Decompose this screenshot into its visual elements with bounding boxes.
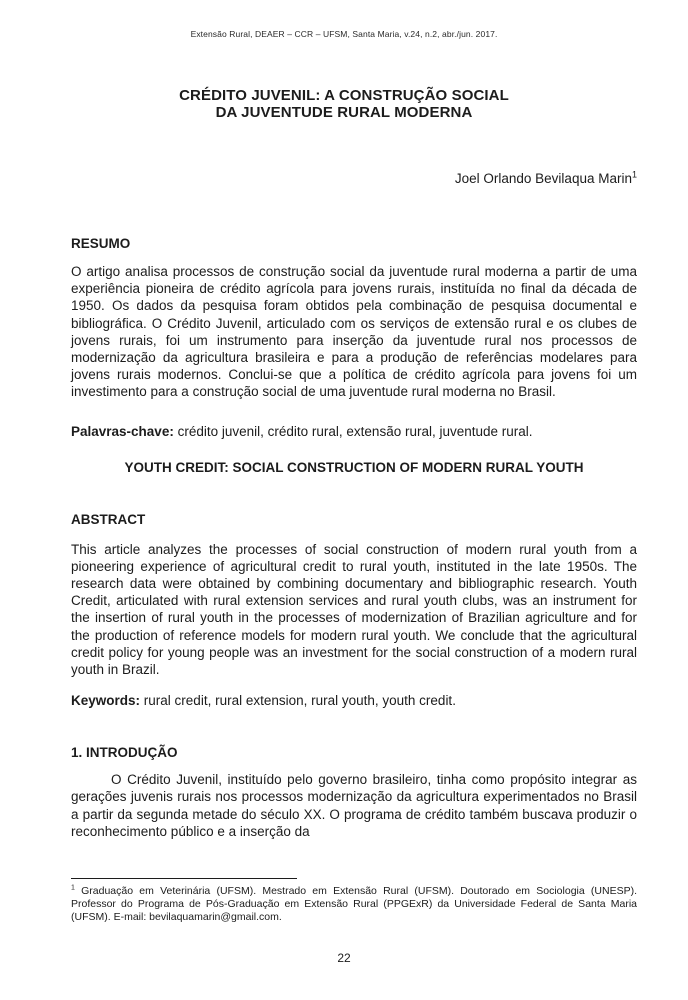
footnote-rule [71,878,297,879]
article-title-line1: CRÉDITO JUVENIL: A CONSTRUÇÃO SOCIAL [179,87,509,104]
footnote-text [71,885,637,924]
author-name: Joel Orlando Bevilaqua Marin [454,171,632,186]
footnote-block [71,878,637,924]
footnote-body: Graduação em Veterinária (UFSM). Mestrado em Extensão Rural (UFSM). Doutorado em Sociologia (UNESP). Professor do Programa de Pós-Graduação em Extensão Rural (PPGExR) da Universidade Federal de Santa Maria (UFSM). E-mail: bevilaquamarin@gmail.com. [71,885,637,923]
introducao-heading: 1. INTRODUÇÃO [71,745,178,761]
introducao-paragraph: O Crédito Juvenil, instituído pelo governo brasileiro, tinha como propósito integrar as gerações juvenis rurais nos processos modernização da agricultura experimentados no Brasil a partir da segunda metade do século XX. O programa de crédito também buscava produzir o reconhecimento público e a inserção da [71,772,637,839]
resumo-paragraph: O artigo analisa processos de construção social da juventude rural moderna a partir de uma experiência pioneira de crédito agrícola para jovens rurais, instituída no final da década de 1950. Os dados da pesquisa foram obtidos pela combinação de pesquisa documental e bibliográfica. O Crédito Juvenil, articulado com os serviços de extensão rural e os clubes de jovens rurais, foi um instrumento para inserção da juventude rural nos processos de modernização da agricultura brasileira e para a produção de referências modelares para jovens rurais modernos. Conclui-se que a política de crédito agrícola para jovens foi um investimento para a construção social de uma juventude rural moderna no Brasil. [71,264,637,400]
author-footnote-ref: 1 [631,169,637,180]
keywords-list: rural credit, rural extension, rural youth, youth credit. [143,693,456,709]
article-title-line2: DA JUVENTUDE RURAL MODERNA [215,103,473,121]
article-title [51,88,637,121]
page-number: 22 [337,951,351,965]
palavras-chave-label: Palavras-chave: [71,423,174,439]
english-title: YOUTH CREDIT: SOCIAL CONSTRUCTION OF MODERN RURAL YOUTH [124,459,584,475]
author-line [71,170,637,187]
abstract-heading: ABSTRACT [71,511,146,527]
palavras-chave-line [71,423,637,440]
journal-header: Extensão Rural, DEAER – CCR – UFSM, Santa Maria, v.24, n.2, abr./jun. 2017. [190,29,498,39]
keywords-line [71,692,637,709]
keywords-label: Keywords: [71,693,141,709]
resumo-heading: RESUMO [71,236,131,251]
abstract-paragraph: This article analyzes the processes of social construction of modern rural youth from a pioneering experience of agricultural credit to rural youth, instituted in the late 1950s. The research data were obtained by combining documentary and bibliographic research. Youth Credit, articulated with rural extension services and rural youth clubs, was an instrument for the insertion of rural youth in the processes of modernization of Brazilian agriculture and for the production of reference models for modern rural youth. We conclude that the agricultural credit policy for young people was an investment for the social construction of a modern rural youth in Brazil. [71,541,637,678]
palavras-chave-list: crédito juvenil, crédito rural, extensão rural, juventude rural. [177,423,533,439]
footnote-ref: 1 [71,884,75,892]
